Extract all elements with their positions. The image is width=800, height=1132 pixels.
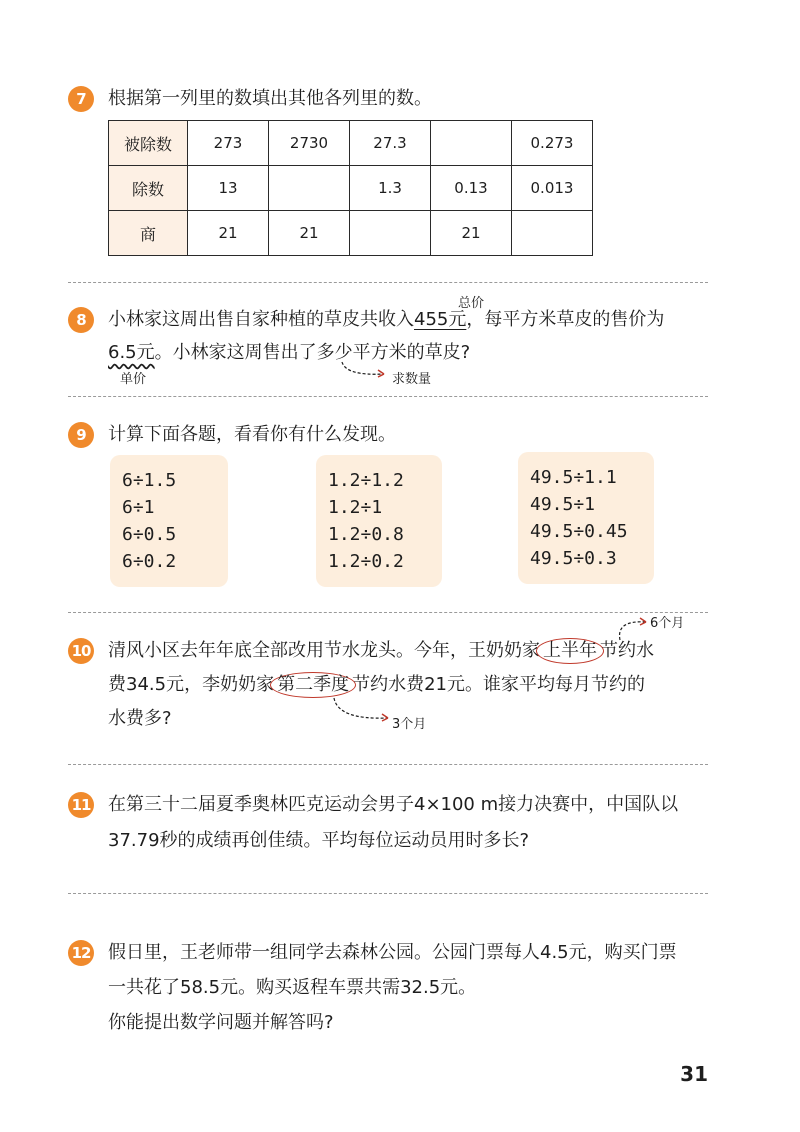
problem-10-line-2 xyxy=(108,673,645,697)
table-cell: 27.3 xyxy=(350,121,431,166)
row-header-quotient: 商 xyxy=(109,211,188,256)
calc-expression: 49.5÷0.3 xyxy=(530,548,617,569)
calc-expression: 6÷1.5 xyxy=(122,470,177,491)
table-row xyxy=(109,121,593,166)
problem-10-text-c: 费34.5元，李奶奶家 xyxy=(108,674,275,695)
total-price-value: 455元 xyxy=(414,309,467,330)
table-cell xyxy=(431,121,512,166)
calc-expression: 6÷0.2 xyxy=(122,551,177,572)
note-quantity: 求数量 xyxy=(392,372,432,387)
table-cell: 273 xyxy=(188,121,269,166)
unit-price-value: 6.5元 xyxy=(108,342,155,363)
calc-expression: 1.2÷0.8 xyxy=(328,524,404,545)
section-divider xyxy=(68,396,708,397)
problem-12-line-1: 假日里，王老师带一组同学去森林公园。公园门票每人4.5元，购买门票 xyxy=(108,942,677,963)
calc-group-3 xyxy=(518,452,654,584)
calc-expression: 1.2÷1.2 xyxy=(328,470,404,491)
division-table xyxy=(108,120,593,256)
problem-12-line-2: 一共花了58.5元。购买返程车票共需32.5元。 xyxy=(108,977,477,998)
calc-expression: 49.5÷0.45 xyxy=(530,521,628,542)
problem-10-line-1 xyxy=(108,639,654,663)
problem-8-text-a: 小林家这周出售自家种植的草皮共收入 xyxy=(108,309,414,330)
problem-10-text-a: 清风小区去年年底全部改用节水龙头。今年，王奶奶家 xyxy=(108,640,540,661)
calc-expression: 49.5÷1.1 xyxy=(530,467,617,488)
problem-8-line-2 xyxy=(108,341,470,365)
problem-8-badge: 8 xyxy=(68,307,94,333)
problem-7-badge: 7 xyxy=(68,86,94,112)
note-total-price: 总价 xyxy=(458,296,485,311)
problem-10-text-b: 节约水 xyxy=(600,640,654,661)
table-cell xyxy=(269,166,350,211)
table-cell xyxy=(350,211,431,256)
circled-second-quarter: 第二季度 xyxy=(270,672,356,698)
problem-11-line-1: 在第三十二届夏季奥林匹克运动会男子4×100 m接力决赛中，中国队以 xyxy=(108,794,679,815)
table-cell xyxy=(512,211,593,256)
problem-9-badge: 9 xyxy=(68,422,94,448)
problem-10-badge: 10 xyxy=(68,638,94,664)
section-divider xyxy=(68,282,708,283)
problem-12-line-3: 你能提出数学问题并解答吗? xyxy=(108,1012,334,1033)
calc-expression: 1.2÷0.2 xyxy=(328,551,404,572)
problem-9-text: 计算下面各题，看看你有什么发现。 xyxy=(108,424,396,445)
table-row xyxy=(109,166,593,211)
page-number: 31 xyxy=(680,1062,708,1086)
section-divider xyxy=(68,764,708,765)
problem-8-text-c: 。小林家这周售出了多少平方米的草皮? xyxy=(154,342,471,363)
table-cell: 13 xyxy=(188,166,269,211)
problem-7-text: 根据第一列里的数填出其他各列里的数。 xyxy=(108,88,432,109)
calc-group-1 xyxy=(110,455,228,587)
table-cell: 21 xyxy=(269,211,350,256)
table-cell: 21 xyxy=(431,211,512,256)
table-cell: 0.013 xyxy=(512,166,593,211)
problem-11-line-2: 37.79秒的成绩再创佳绩。平均每位运动员用时多长? xyxy=(108,830,530,851)
note-six-months: 6个月 xyxy=(650,616,685,631)
table-cell: 1.3 xyxy=(350,166,431,211)
problem-8-line-1 xyxy=(108,308,664,332)
circled-first-half: 上半年 xyxy=(536,638,604,664)
calc-expression: 6÷0.5 xyxy=(122,524,177,545)
note-unit-price: 单价 xyxy=(120,372,147,387)
table-row xyxy=(109,211,593,256)
problem-8-text-b: ，每平方米草皮的售价为 xyxy=(466,309,665,330)
table-cell: 0.13 xyxy=(431,166,512,211)
calc-expression: 6÷1 xyxy=(122,497,155,518)
row-header-dividend: 被除数 xyxy=(109,121,188,166)
note-three-months: 3个月 xyxy=(392,717,427,732)
calc-expression: 1.2÷1 xyxy=(328,497,383,518)
problem-10-line-3: 水费多? xyxy=(108,708,172,729)
three-months-arrow-icon xyxy=(330,696,400,726)
calc-expression: 49.5÷1 xyxy=(530,494,596,515)
table-cell: 0.273 xyxy=(512,121,593,166)
problem-11-badge: 11 xyxy=(68,792,94,818)
calc-group-2 xyxy=(316,455,442,587)
problem-10-text-d: 节约水费21元。谁家平均每月节约的 xyxy=(352,674,645,695)
problem-12-badge: 12 xyxy=(68,940,94,966)
section-divider xyxy=(68,612,708,613)
row-header-divisor: 除数 xyxy=(109,166,188,211)
section-divider xyxy=(68,893,708,894)
table-cell: 21 xyxy=(188,211,269,256)
table-cell: 2730 xyxy=(269,121,350,166)
